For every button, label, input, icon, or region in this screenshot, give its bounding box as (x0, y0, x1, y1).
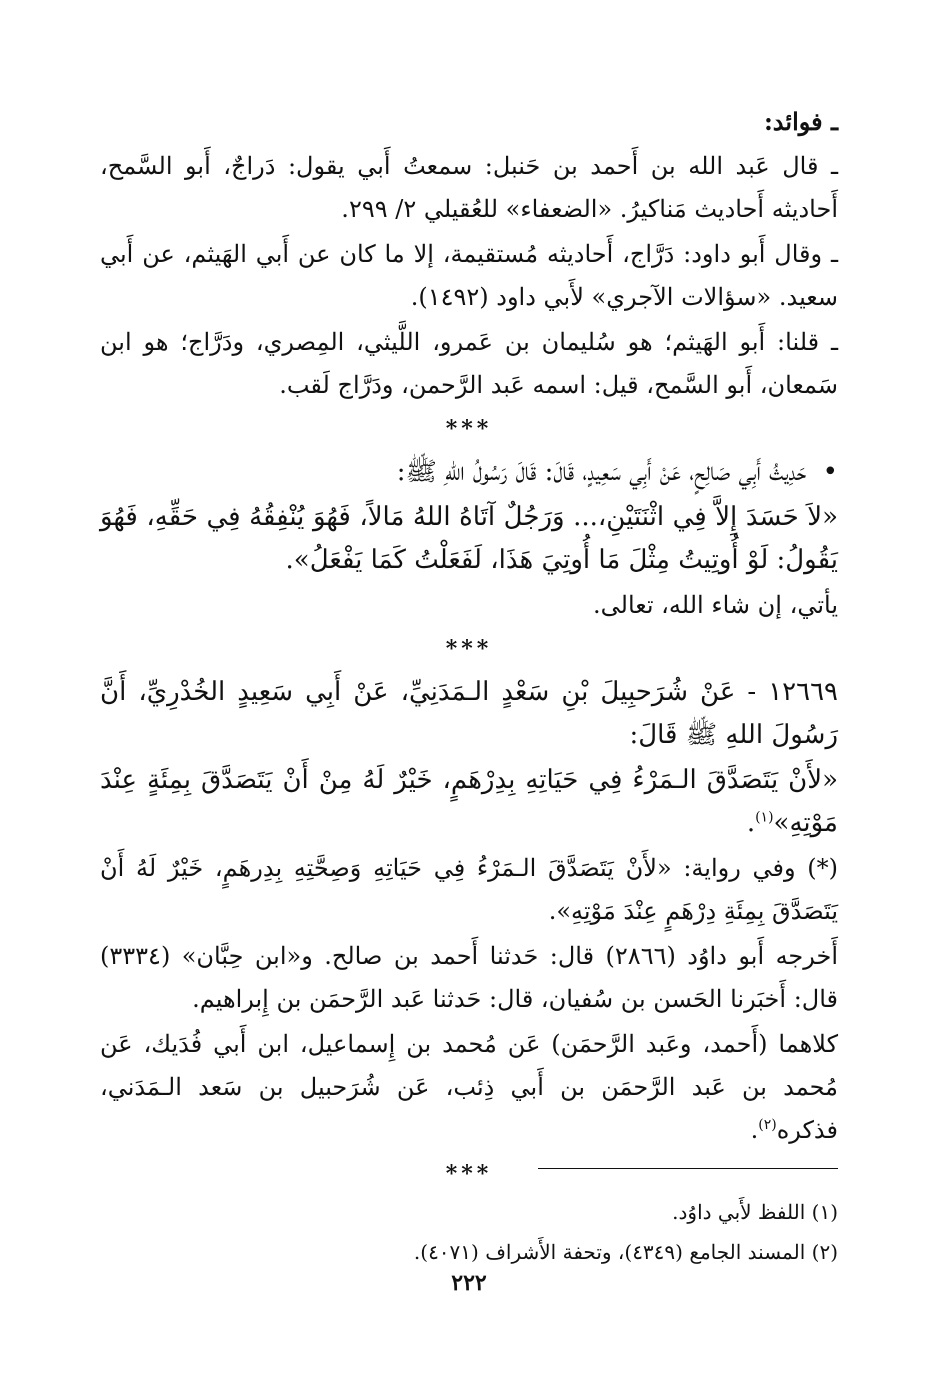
benefit-paragraph: ـ قال عَبد الله بن أَحمد بن حَنبل: سمعتُ أَبي يقول: دَراجٌ، أَبو السَّمح، أَحاديثه أَحاديث مَناكيرُ. «الضعفاء» للعُقيلي ٢/ ٢٩٩. (100, 152, 838, 223)
separator-stars: *** (445, 1161, 493, 1187)
hadith-note: يأتي، إن شاء الله، تعالى. (593, 591, 838, 619)
footnotes (100, 1192, 838, 1272)
page-number: ٢٢٢ (451, 1270, 487, 1296)
takhrij-end: . (750, 1116, 759, 1144)
takhrij-paragraph: أَخرجه أَبو داوُد (٢٨٦٦) قال: حَدثنا أَحمد بن صالح. و«ابن حِبَّان» (٣٣٣٤) قال: أَخبَرنا الحَسن بن سُفيان، قال: حَدثنا عَبد الرَّحمَن بن إِبراهيم. (100, 942, 839, 1013)
section-heading: ـ فوائد: (763, 107, 838, 136)
takhrij-paragraph (100, 1023, 838, 1152)
hadith-intro-text: - عَنْ شُرَحبِيلَ بْنِ سَعْدٍ الـمَدَنِيِّ، عَنْ أَبِي سَعِيدٍ الخُدْرِيِّ، أَنَّ رَسُولَ اللهِ ﷺ قَالَ: (100, 677, 838, 750)
footnote-divider (538, 1168, 838, 1169)
takhrij-text: كلاهما (أَحمد، وعَبد الرَّحمَن) عَن مُحمد بن إِسماعيل، ابن أَبي فُدَيك، عَن مُحمد بن عَبد الرَّحمَن بن أَبي ذِئب، عَن شُرَحبيل بن سَعد الـمَدَني، فذكره (100, 1030, 838, 1144)
hadith-text (100, 759, 838, 845)
footnote: (١) اللفظ لأَبي داوُد. (672, 1200, 838, 1224)
hadith-heading (100, 671, 838, 757)
benefit-paragraph: ـ قلنا: أَبو الهَيثم؛ هو سُليمان بن عَمرو، اللَّيثي، المِصري، ودَرَّاج؛ هو ابن سَمعان، أَبو السَّمح، قيل: اسمه عَبد الرَّحمن، ودَرَّاج لَقب. (100, 328, 838, 399)
hadith-intro (100, 451, 838, 494)
benefit-paragraph: ـ وقال أَبو داود: دَرَّاج، أَحاديثه مُستقيمة، إلا ما كان عن أَبي الهَيثم، عن أَبي سعيد. «سؤالات الآجري» لأَبي داود (١٤٩٢). (100, 240, 838, 311)
hadith-text-body: «لأَنْ يَتَصَدَّقَ الـمَرْءُ فِي حَيَاتِهِ بِدِرْهَمٍ، خَيْرٌ لَهُ مِنْ أَنْ يَتَصَدَّقَ بِمِئَةٍ عِنْدَ مَوْتِهِ» (100, 765, 838, 838)
footnote-ref: (٢) (758, 1117, 777, 1133)
separator-stars: *** (445, 636, 493, 662)
separator-stars: *** (445, 416, 493, 442)
main-text (100, 100, 838, 1196)
hadith-text-end: . (746, 808, 756, 838)
hadith-text: «لاَ حَسَدَ إِلاَّ فِي اثْنَتَيْنِ،... وَرَجُلٌ آتَاهُ اللهُ مَالاً، فَهُوَ يُنْفِقُهُ فِي حَقِّهِ، فَهُوَ يَقُولُ: لَوْ أُوتِيتُ مِثْلَ مَا أُوتِيَ هَذَا، لَفَعَلْتُ كَمَا يَفْعَلُ». (100, 502, 838, 575)
variant-narration: (*) وفي رواية: «لأَنْ يَتَصَدَّقَ الـمَرْءُ فِي حَيَاتِهِ وَصِحَّتِهِ بِدِرهَمٍ، خَيْرٌ لَهُ أَنْ يَتَصَدَّقَ بِمِئَةِ دِرْهَمٍ عِنْدَ مَوْتِهِ». (100, 854, 838, 925)
hadith-number: ١٢٦٦٩ (768, 677, 839, 707)
footnote: (٢) المسند الجامع (٤٣٤٩)، وتحفة الأَشراف (٤٠٧١). (413, 1240, 838, 1264)
hadith-intro-text: حَدِيثُ أَبِي صَالِحٍ، عَنْ أَبِي سَعِيدٍ، قَالَ: قَالَ رَسُولُ اللهِ ﷺ: (396, 457, 807, 487)
bullet-icon: • (822, 457, 838, 487)
footnote-ref: (١) (755, 809, 774, 826)
